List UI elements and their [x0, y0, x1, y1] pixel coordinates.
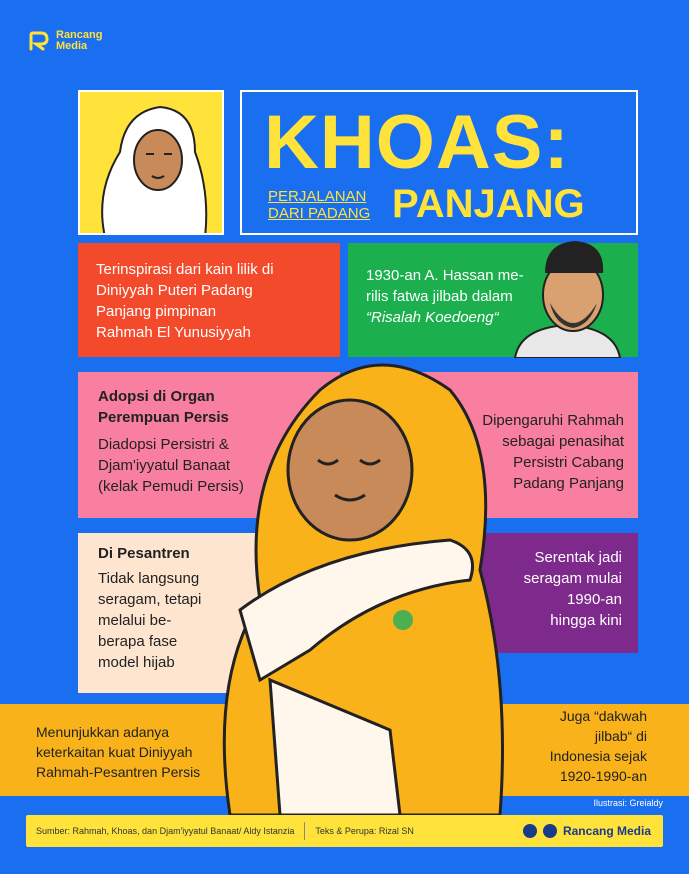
- brand-name-line1: Rancang: [56, 29, 103, 41]
- footer-author: Teks & Perupa: Rizal SN: [315, 826, 414, 836]
- fatwa-line2: rilis fatwa jilbab dalam: [366, 288, 513, 305]
- influence-line1: Dipengaruhi Rahmah: [482, 412, 624, 429]
- pesantren-line1: Tidak langsung: [98, 570, 200, 587]
- footer-brand-name: Rancang Media: [562, 824, 651, 838]
- footer-divider: [304, 822, 305, 840]
- pesantren-heading: Di Pesantren: [98, 545, 190, 562]
- band-right-line3: Indonesia sejak: [549, 748, 647, 764]
- page-title: KHOAS:: [264, 100, 570, 185]
- portrait-box: [78, 90, 224, 235]
- influence-line3: Persistri Cabang: [513, 454, 624, 471]
- instagram-icon: [523, 824, 537, 838]
- hassan-portrait-illustration: [495, 233, 640, 358]
- brand-name-line2: Media: [56, 40, 88, 52]
- inspired-line1: Terinspirasi dari kain lilik di: [96, 261, 274, 278]
- title-subtitle: [268, 188, 370, 222]
- influence-line4: Padang Panjang: [513, 475, 624, 492]
- card-inspired: [78, 243, 340, 357]
- title-panjang: PANJANG: [392, 182, 585, 226]
- pesantren-line3: melalui be-: [98, 612, 172, 629]
- pesantren-line4: berapa fase: [98, 633, 178, 650]
- fatwa-line1: 1930-an A. Hassan me-: [366, 267, 524, 284]
- adopt-line3: (kelak Pemudi Persis): [98, 478, 244, 495]
- uniform-line4: hingga kini: [550, 612, 622, 629]
- subtitle-line2: DARI PADANG: [268, 205, 371, 222]
- adopt-line1: Diadopsi Persistri &: [98, 436, 229, 453]
- band-right-text: [550, 706, 647, 786]
- adopt-heading2: Perempuan Persis: [98, 409, 229, 426]
- band-left-line3: Rahmah-Pesantren Persis: [36, 764, 201, 780]
- band-right-line2: jilbab“ di: [594, 728, 647, 744]
- footer-brand: [523, 824, 651, 838]
- band-left-text: [36, 722, 200, 782]
- adopt-heading1: Adopsi di Organ: [98, 388, 215, 405]
- uniform-line3: 1990-an: [566, 591, 622, 608]
- rahmah-portrait-illustration: [80, 92, 224, 235]
- brand-logo: [28, 30, 102, 52]
- band-left-line2: keterkaitan kuat Diniyyah: [36, 744, 193, 760]
- footer-source: Sumber: Rahmah, Khoas, dan Djam'iyyatul Banaat/ Aldy Istanzia: [36, 826, 295, 836]
- uniform-line1: Serentak jadi: [534, 549, 622, 566]
- band-right-line4: 1920-1990-an: [559, 768, 647, 784]
- footer-bar: [26, 815, 663, 847]
- band-right-line1: Juga “dakwah: [559, 708, 647, 724]
- inspired-line3: Panjang pimpinan: [96, 303, 217, 320]
- uniform-line2: seragam mulai: [523, 570, 622, 587]
- illustration-credit: Ilustrasi: Greialdy: [593, 798, 663, 808]
- band-left-line1: Menunjukkan adanya: [36, 724, 170, 740]
- pesantren-line5: model hijab: [98, 654, 175, 671]
- title-box: [240, 90, 638, 235]
- adopt-line2: Djam'iyyatul Banaat: [98, 457, 231, 474]
- subtitle-line1: PERJALANAN: [268, 188, 367, 205]
- fatwa-line3: “Risalah Koedoeng“: [366, 309, 499, 326]
- youtube-icon: [543, 824, 557, 838]
- rancang-logo-icon: [28, 30, 50, 52]
- influence-line2: sebagai penasihat: [502, 433, 624, 450]
- inspired-line2: Diniyyah Puteri Padang: [96, 282, 253, 299]
- pesantren-line2: seragam, tetapi: [98, 591, 202, 608]
- hijab-woman-illustration: [200, 350, 510, 815]
- inspired-line4: Rahmah El Yunusiyyah: [96, 324, 251, 341]
